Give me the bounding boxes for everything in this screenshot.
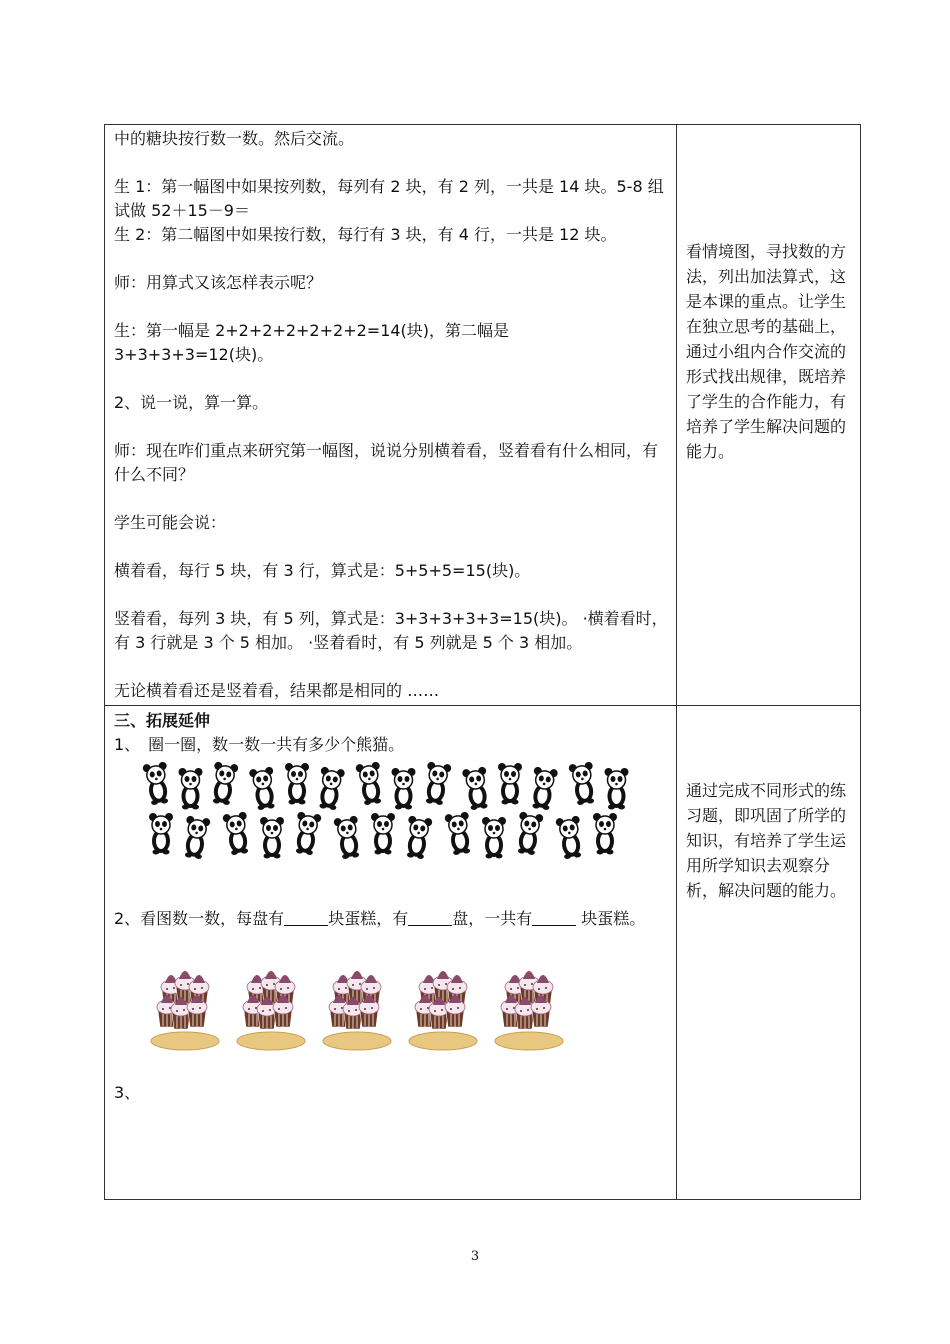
panda-icon bbox=[371, 813, 395, 855]
answer-blank-3[interactable] bbox=[532, 909, 576, 926]
section-title: 三、拓展延伸 bbox=[114, 711, 211, 730]
panda-icon bbox=[482, 817, 506, 859]
para-6: 师：现在咋们重点来研究第一幅图，说说分别横着看，竖着看有什么相同，有什么不同？ bbox=[114, 441, 659, 484]
para-10: 无论横着看还是竖着看，结果都是相同的 …… bbox=[114, 681, 440, 700]
panda-icon bbox=[529, 766, 559, 810]
panda-icon bbox=[422, 761, 452, 805]
para-7: 学生可能会说： bbox=[114, 513, 227, 532]
panda-icon bbox=[209, 761, 239, 805]
panda-icon bbox=[260, 817, 284, 859]
panda-icon bbox=[392, 768, 416, 810]
section1-content bbox=[114, 127, 670, 727]
cake-plate bbox=[237, 971, 305, 1050]
column-divider bbox=[676, 125, 677, 1199]
para-4: 生：第一幅是 2+2+2+2+2+2+2=14(块)，第二幅是 3+3+3+3=12(块)。 bbox=[114, 321, 510, 364]
panda-icon bbox=[316, 766, 346, 810]
answer-blank-2[interactable] bbox=[408, 909, 452, 926]
q2-text-d: 块蛋糕。 bbox=[576, 909, 646, 928]
para-0: 中的糖块按行数一数。然后交流。 bbox=[114, 129, 355, 148]
panda-icon bbox=[444, 811, 474, 855]
para-8: 横着看，每行 5 块，有 3 行，算式是：5+5+5=15(块)。 bbox=[114, 561, 531, 580]
panda-icon bbox=[605, 768, 629, 810]
cake-plate bbox=[323, 971, 391, 1050]
question-3: 3、 bbox=[114, 1083, 141, 1102]
para-9: 竖着看，每列 3 块，有 5 列，算式是：3+3+3+3+3=15(块)。 ·横着看时，有 3 行就是 3 个 5 相加。 ·竖着看时，有 5 列就是 5 个 3 相加。 bbox=[114, 609, 668, 652]
panda-icon bbox=[593, 813, 617, 855]
panda-icon bbox=[462, 766, 492, 810]
q2-text-a: 2、看图数一数，每盘有 bbox=[114, 909, 285, 928]
panda-icon bbox=[498, 763, 522, 805]
panda-icon bbox=[333, 815, 363, 859]
section1-note: 看情境图，寻找数的方法，列出加法算式，这是本课的重点。让学生在独立思考的基础上，通过小组内合作交流的形式找出规律，既培养了学生的合作能力，有培养了学生解决问题的能力。 bbox=[686, 242, 847, 461]
panda-icon bbox=[292, 811, 322, 855]
para-5: 2、说一说，算一算。 bbox=[114, 393, 269, 412]
lesson-table bbox=[104, 124, 861, 1200]
panda-icon bbox=[249, 766, 279, 810]
cake-plate bbox=[409, 971, 477, 1050]
panda-illustration bbox=[141, 759, 641, 864]
cake-plate bbox=[151, 971, 219, 1050]
answer-blank-1[interactable] bbox=[284, 909, 328, 926]
para-1: 生 1：第一幅图中如果按列数，每列有 2 块，有 2 列，一共是 14 块。5-8 组试做 52＋15－9＝ bbox=[114, 177, 664, 220]
panda-icon bbox=[568, 761, 598, 805]
question-1: 1、 圈一圈，数一数一共有多少个熊猫。 bbox=[114, 735, 405, 754]
panda-icon bbox=[142, 761, 172, 805]
panda-icon bbox=[179, 768, 203, 810]
cake-illustration bbox=[149, 963, 569, 1053]
panda-icon bbox=[355, 761, 385, 805]
section2-note: 通过完成不同形式的练习题，即巩固了所学的知识，有培养了学生运用所学知识去观察分析，解决问题的能力。 bbox=[686, 781, 847, 900]
section2-content bbox=[114, 709, 670, 757]
q2-text-c: 盘，一共有 bbox=[452, 909, 533, 928]
panda-icon bbox=[403, 815, 433, 859]
panda-icon bbox=[222, 811, 252, 855]
panda-icon bbox=[514, 811, 544, 855]
panda-icon bbox=[181, 815, 211, 859]
panda-icon bbox=[149, 813, 173, 855]
question-2 bbox=[114, 906, 670, 931]
panda-icon bbox=[555, 815, 585, 859]
page-number: 3 bbox=[470, 1249, 480, 1264]
panda-icon bbox=[285, 763, 309, 805]
para-3: 师：用算式又该怎样表示呢？ bbox=[114, 273, 323, 292]
para-2: 生 2：第二幅图中如果按行数，每行有 3 块，有 4 行，一共是 12 块。 bbox=[114, 225, 617, 244]
q2-text-b: 块蛋糕，有 bbox=[328, 909, 409, 928]
cake-plate bbox=[495, 971, 563, 1050]
